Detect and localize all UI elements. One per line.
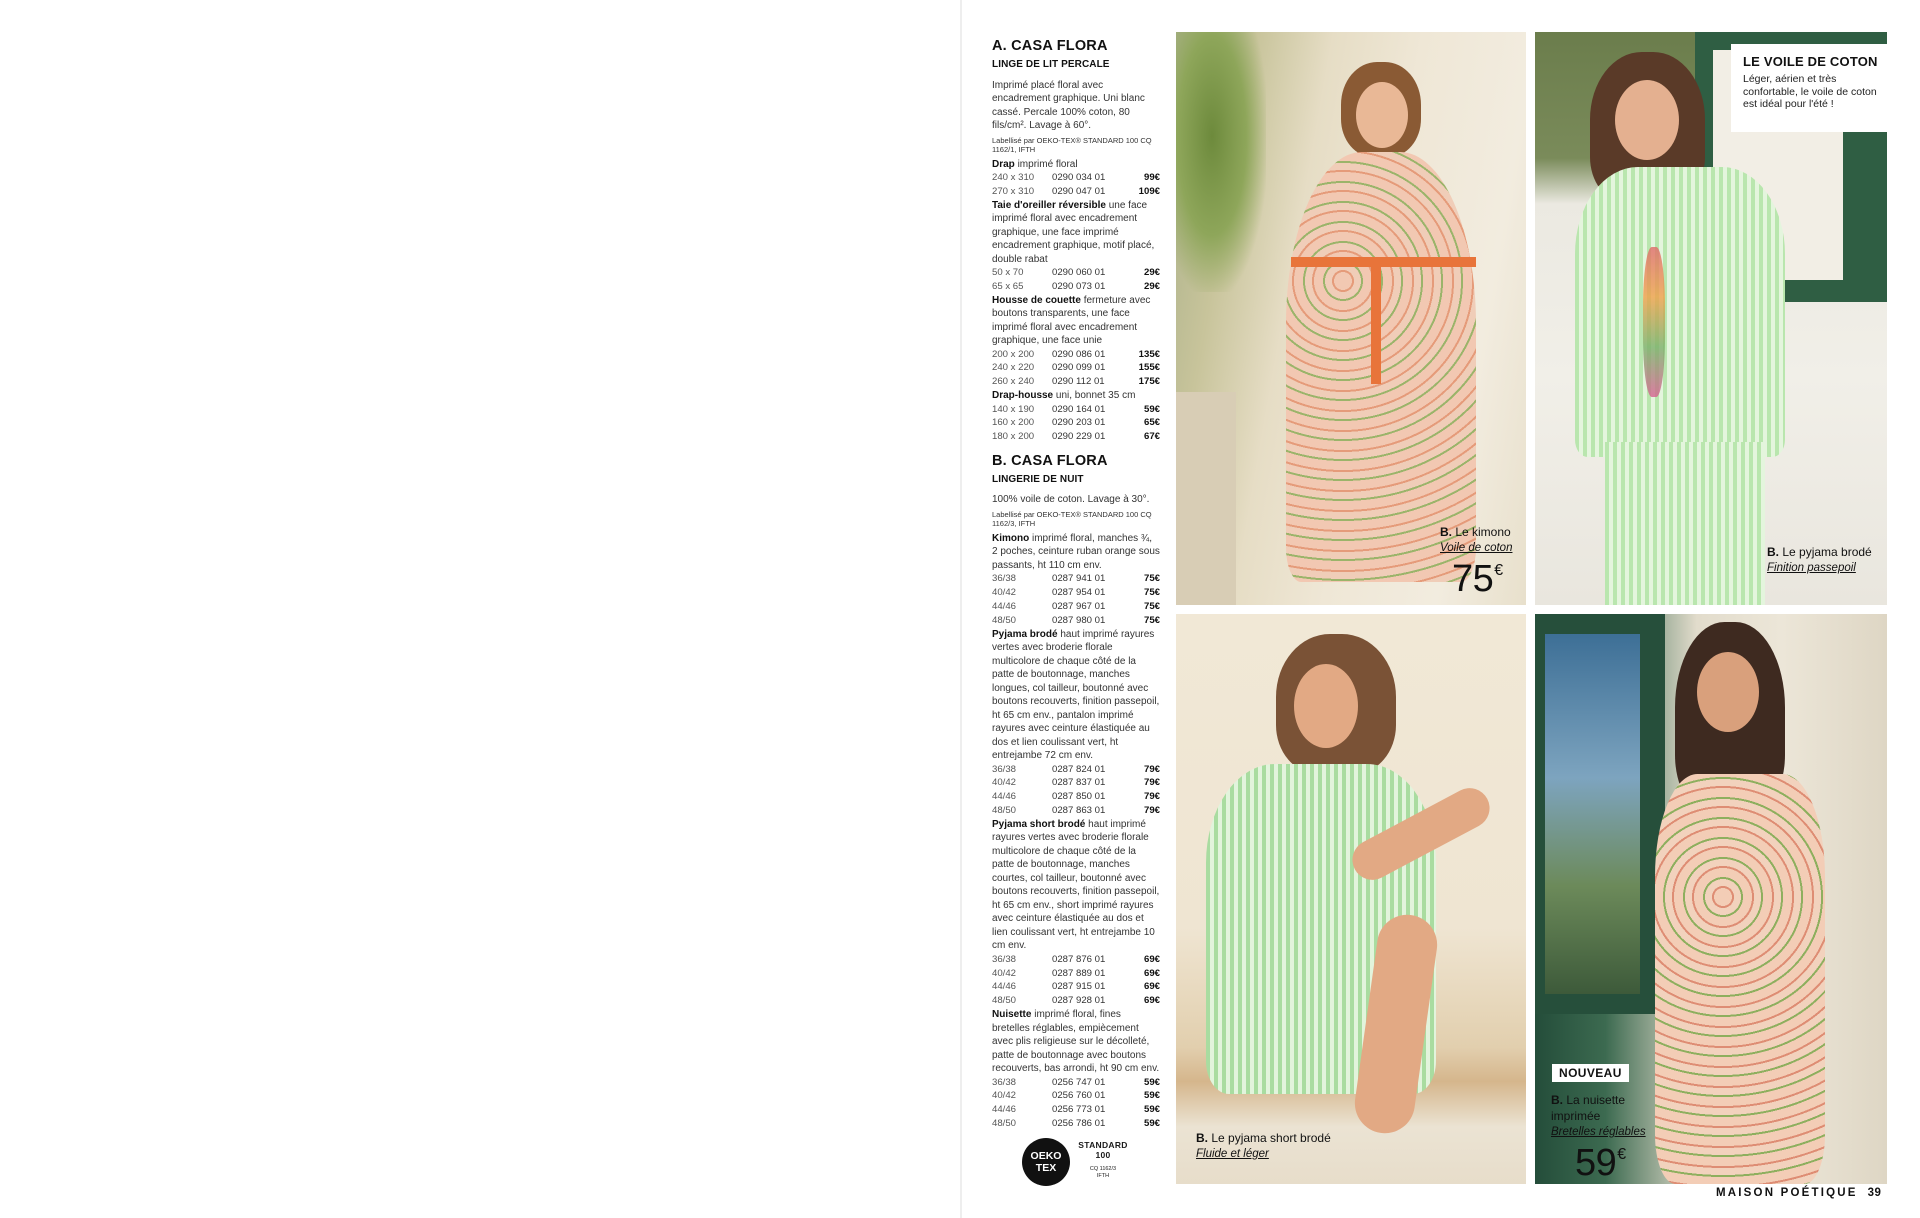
reference-cell: 0287 824 01	[1052, 763, 1106, 775]
product-item-desc: haut imprimé rayures vertes avec broderie florale multicolore de chaque côté de la patte de boutonnage, manches courtes, col tailleur, boutonné avec boutons recouverts, finition passepoil, ht 65 cm env., short imprimé rayures avec ceinture élastiquée au dos et lien coulissant vert, ht entrejambe 10 cm env.	[992, 818, 1160, 952]
price-cell: 69€	[1143, 981, 1160, 993]
price-row	[992, 967, 1160, 981]
product-item-description	[992, 532, 1160, 573]
size-cell: 50 x 70	[992, 267, 1024, 279]
reference-cell: 0290 073 01	[1052, 280, 1106, 292]
price-row	[992, 586, 1160, 600]
size-cell: 260 x 240	[992, 376, 1035, 388]
product-item-name: Pyjama short brodé	[992, 818, 1086, 830]
section-b-items	[992, 532, 1160, 1131]
reference-cell: 0290 112 01	[1052, 376, 1105, 388]
price-row	[992, 804, 1160, 818]
nuisette-caption-letter: B.	[1551, 1093, 1563, 1107]
product-item	[992, 628, 1160, 818]
price-cell: 59€	[1143, 403, 1160, 415]
product-item-description	[992, 389, 1160, 403]
reference-cell: 0256 747 01	[1052, 1076, 1106, 1088]
model-face-shape	[1356, 82, 1408, 148]
embroidery-shape	[1643, 247, 1665, 397]
price-cell: 67€	[1143, 431, 1160, 443]
page-gutter	[960, 0, 962, 1218]
nuisette-caption-name: La nuisette	[1563, 1093, 1626, 1107]
price-row	[992, 1103, 1160, 1117]
price-cell: 75€	[1143, 573, 1160, 585]
section-a-title: A. CASA FLORA	[992, 38, 1108, 54]
product-item-name: Nuisette	[992, 1009, 1032, 1021]
price-row	[992, 980, 1160, 994]
price-cell: 59€	[1143, 1117, 1160, 1129]
reference-cell: 0290 060 01	[1052, 267, 1106, 279]
section-a-items	[992, 158, 1160, 444]
size-cell: 44/46	[992, 981, 1017, 993]
balustrade-shape	[1176, 392, 1236, 605]
size-cell: 240 x 310	[992, 172, 1035, 183]
oeko-tex-logo	[1022, 1138, 1070, 1186]
price-cell: 29€	[1143, 267, 1160, 279]
section-b-label: Labellisé par OEKO-TEX® STANDARD 100 CQ 1162/3, IFTH	[992, 509, 1152, 529]
section-a-label: Labellisé par OEKO-TEX® STANDARD 100 CQ 1162/1, IFTH	[992, 135, 1152, 154]
model-face-shape	[1615, 80, 1679, 160]
nuisette-shape	[1655, 774, 1825, 1184]
short-caption-detail: Fluide et léger	[1196, 1148, 1269, 1160]
price-cell: 75€	[1143, 587, 1160, 599]
product-item	[992, 199, 1160, 294]
kimono-caption-name: Le kimono	[1452, 525, 1511, 539]
reference-cell: 0256 760 01	[1052, 1090, 1106, 1102]
price-row	[992, 790, 1160, 804]
reference-cell: 0290 164 01	[1052, 403, 1106, 415]
reference-cell: 0290 086 01	[1052, 348, 1106, 360]
reference-cell: 0287 954 01	[1052, 587, 1106, 599]
price-row	[992, 614, 1160, 628]
price-row	[992, 763, 1160, 777]
pyjama-top-shape	[1575, 167, 1785, 457]
nuisette-caption-name2: imprimée	[1551, 1109, 1601, 1123]
price-row	[992, 361, 1160, 375]
footer-brand: MAISON POÉTIQUE	[1716, 1187, 1858, 1199]
price-cell: 59€	[1143, 1104, 1160, 1116]
price-cell: 69€	[1143, 967, 1160, 979]
size-cell: 40/42	[992, 967, 1017, 979]
reference-cell: 0287 837 01	[1052, 777, 1106, 789]
price-row	[992, 266, 1160, 280]
reference-cell: 0287 980 01	[1052, 614, 1106, 626]
reference-cell: 0287 889 01	[1052, 967, 1106, 979]
product-item-description	[992, 294, 1160, 348]
kimono-price-value: 75	[1452, 558, 1494, 600]
section-b	[992, 453, 1160, 1131]
price-row	[992, 403, 1160, 417]
product-item	[992, 818, 1160, 1008]
pyjama-pants-shape	[1605, 442, 1765, 605]
short-caption-letter: B.	[1196, 1131, 1208, 1145]
price-row	[992, 776, 1160, 790]
price-cell: 59€	[1143, 1090, 1160, 1102]
size-cell: 44/46	[992, 1104, 1017, 1116]
price-cell: 29€	[1143, 280, 1160, 292]
price-row	[992, 994, 1160, 1008]
kimono-price-currency: €	[1494, 562, 1503, 579]
product-item	[992, 1008, 1160, 1131]
size-cell: 36/38	[992, 573, 1017, 585]
photo-kimono[interactable]	[1176, 32, 1526, 605]
product-item-description	[992, 199, 1160, 267]
product-item-name: Drap	[992, 158, 1015, 170]
nuisette-price-value: 59	[1575, 1142, 1617, 1184]
reference-cell: 0287 941 01	[1052, 573, 1106, 585]
kimono-caption-letter: B.	[1440, 525, 1452, 539]
oeko-lab: IFTH	[1096, 1173, 1110, 1179]
pyjama-caption-detail: Finition passepoil	[1767, 562, 1856, 574]
product-item-description	[992, 1008, 1160, 1076]
price-cell: 79€	[1143, 791, 1160, 803]
reference-cell: 0290 099 01	[1052, 362, 1106, 374]
product-item-desc: imprimé floral, manches ¾, 2 poches, ceinture ruban orange sous passants, ht 110 cm env.	[992, 532, 1160, 571]
page-number: 39	[1867, 1187, 1882, 1199]
model-face-shape	[1697, 652, 1759, 732]
price-cell: 79€	[1143, 777, 1160, 789]
size-cell: 36/38	[992, 763, 1017, 775]
nuisette-price	[1575, 1142, 1626, 1184]
price-cell: 69€	[1143, 995, 1160, 1007]
size-cell: 270 x 310	[992, 185, 1035, 197]
section-a-description: Imprimé placé floral avec encadrement graphique. Uni blanc cassé. Percale 100% coton, 80 fils/cm². Lavage à 60°.	[992, 79, 1145, 131]
size-cell: 180 x 200	[992, 431, 1035, 443]
reference-cell: 0290 229 01	[1052, 431, 1106, 443]
nouveau-badge: NOUVEAU	[1552, 1064, 1629, 1082]
product-item	[992, 532, 1160, 628]
short-caption	[1196, 1130, 1331, 1162]
kimono-shape	[1286, 152, 1476, 582]
section-b-title: B. CASA FLORA	[992, 452, 1108, 469]
product-item-desc: imprimé floral	[1014, 158, 1078, 170]
reference-cell: 0287 850 01	[1052, 791, 1106, 803]
product-item	[992, 389, 1160, 444]
price-row	[992, 1117, 1160, 1131]
price-row	[992, 416, 1160, 430]
price-row	[992, 1076, 1160, 1090]
kimono-caption	[1440, 524, 1512, 556]
price-cell: 155€	[1138, 362, 1160, 374]
nuisette-price-currency: €	[1617, 1146, 1626, 1163]
product-item	[992, 158, 1160, 199]
product-item-desc: haut imprimé rayures vertes avec broderie florale multicolore de chaque côté de la patte de boutonnage, manches longues, col tailleur, boutonné avec boutons recouverts, finition passepoil, ht 65 cm env., pantalon imprimé rayures avec ceinture élastiquée au dos et lien coulissant vert, ht entrejambe 72 cm env.	[992, 628, 1160, 762]
size-cell: 140 x 190	[992, 403, 1035, 415]
price-cell: 79€	[1143, 763, 1160, 775]
section-b-subtitle: LINGERIE DE NUIT	[992, 473, 1084, 485]
pyjama-caption-letter: B.	[1767, 545, 1779, 559]
section-a-subtitle: LINGE DE LIT PERCALE	[992, 59, 1110, 70]
price-cell: 79€	[1143, 805, 1160, 817]
price-row	[992, 1089, 1160, 1103]
oeko-standard-word: STANDARD	[1078, 1140, 1128, 1150]
price-cell: 69€	[1143, 953, 1160, 965]
product-item-name: Taie d'oreiller réversible	[992, 199, 1106, 211]
photo-nuisette[interactable]	[1535, 614, 1887, 1184]
reference-cell: 0290 203 01	[1052, 417, 1106, 429]
pyjama-caption	[1767, 544, 1872, 576]
size-cell: 240 x 220	[992, 362, 1035, 374]
voile-de-coton-box	[1731, 44, 1895, 132]
price-cell: 59€	[1143, 1076, 1160, 1088]
photo-pyjama-short[interactable]	[1176, 614, 1526, 1184]
kimono-caption-detail: Voile de coton	[1440, 542, 1513, 554]
pyjama-caption-name: Le pyjama brodé	[1779, 545, 1872, 559]
price-row	[992, 280, 1160, 294]
reference-cell: 0256 773 01	[1052, 1104, 1106, 1116]
price-cell: 109€	[1138, 185, 1160, 197]
product-item-name: Pyjama brodé	[992, 628, 1058, 640]
product-item-description	[992, 158, 1160, 172]
info-box-title: LE VOILE DE COTON	[1743, 54, 1878, 69]
product-item-desc: une face imprimé floral avec encadrement graphique, une face imprimé encadrement graphique, motif placé, double rabat	[992, 199, 1155, 265]
size-cell: 65 x 65	[992, 280, 1024, 292]
reference-cell: 0290 034 01	[1052, 172, 1106, 183]
price-cell: 135€	[1138, 348, 1160, 360]
section-a	[992, 38, 1160, 444]
size-cell: 48/50	[992, 1117, 1017, 1129]
size-cell: 44/46	[992, 791, 1017, 803]
price-row	[992, 348, 1160, 362]
price-row	[992, 953, 1160, 967]
price-cell: 65€	[1143, 417, 1160, 429]
kimono-price	[1452, 558, 1503, 601]
oeko-logo-line1: OEKO	[1030, 1150, 1062, 1162]
oeko-logo-line2: TEX	[1035, 1162, 1057, 1174]
size-cell: 44/46	[992, 601, 1017, 613]
price-row	[992, 600, 1160, 614]
info-box-text: Léger, aérien et très confortable, le voile de coton est idéal pour l'été !	[1743, 73, 1877, 110]
reference-cell: 0287 915 01	[1052, 981, 1106, 993]
price-cell: 75€	[1143, 614, 1160, 626]
product-item-description	[992, 628, 1160, 763]
price-cell: 99€	[1143, 172, 1160, 183]
price-cell: 175€	[1138, 376, 1160, 388]
short-caption-name: Le pyjama short brodé	[1208, 1131, 1331, 1145]
reference-cell: 0256 786 01	[1052, 1117, 1106, 1129]
nuisette-caption	[1551, 1092, 1646, 1140]
kimono-belt-shape	[1291, 257, 1476, 267]
size-cell: 48/50	[992, 995, 1017, 1007]
size-cell: 160 x 200	[992, 417, 1035, 429]
foliage-shape	[1176, 32, 1266, 292]
size-cell: 40/42	[992, 1090, 1017, 1102]
product-item	[992, 294, 1160, 389]
size-cell: 40/42	[992, 587, 1017, 599]
size-cell: 48/50	[992, 805, 1017, 817]
size-cell: 48/50	[992, 614, 1017, 626]
oeko-standard-label	[1073, 1140, 1133, 1180]
price-row	[992, 572, 1160, 586]
product-item-desc: fermeture avec boutons transparents, une face imprimé floral avec encadrement graphique, une face unie	[992, 294, 1151, 347]
nuisette-caption-detail: Bretelles réglables	[1551, 1126, 1646, 1138]
price-row	[992, 171, 1160, 185]
product-item-desc: imprimé floral, fines bretelles réglables, empiècement avec plis religieuse sur le décolleté, patte de boutonnage avec boutons recouverts, bas arrondi, ht 90 cm env.	[992, 1009, 1160, 1075]
window-view-shape	[1545, 634, 1640, 994]
oeko-cert: CQ 1162/3	[1089, 1166, 1117, 1172]
size-cell: 36/38	[992, 953, 1017, 965]
reference-cell: 0287 967 01	[1052, 601, 1106, 613]
size-cell: 36/38	[992, 1076, 1017, 1088]
model-face-shape	[1294, 664, 1358, 748]
reference-cell: 0287 863 01	[1052, 805, 1106, 817]
reference-cell: 0290 047 01	[1052, 185, 1106, 197]
product-text-column	[992, 38, 1160, 1131]
oeko-standard-number: 100	[1095, 1150, 1111, 1160]
product-item-name: Housse de couette	[992, 294, 1081, 306]
reference-cell: 0287 928 01	[1052, 995, 1106, 1007]
price-row	[992, 430, 1160, 444]
product-item-desc: uni, bonnet 35 cm	[1053, 390, 1136, 402]
price-cell: 75€	[1143, 601, 1160, 613]
product-item-description	[992, 818, 1160, 953]
product-item-name: Kimono	[992, 532, 1030, 544]
reference-cell: 0287 876 01	[1052, 953, 1106, 965]
size-cell: 200 x 200	[992, 348, 1035, 360]
page-footer	[1716, 1187, 1881, 1199]
price-row	[992, 185, 1160, 199]
section-b-description: 100% voile de coton. Lavage à 30°.	[992, 494, 1150, 506]
price-row	[992, 375, 1160, 389]
size-cell: 40/42	[992, 777, 1017, 789]
product-item-name: Drap-housse	[992, 390, 1054, 402]
kimono-belt-tie-shape	[1371, 264, 1381, 384]
